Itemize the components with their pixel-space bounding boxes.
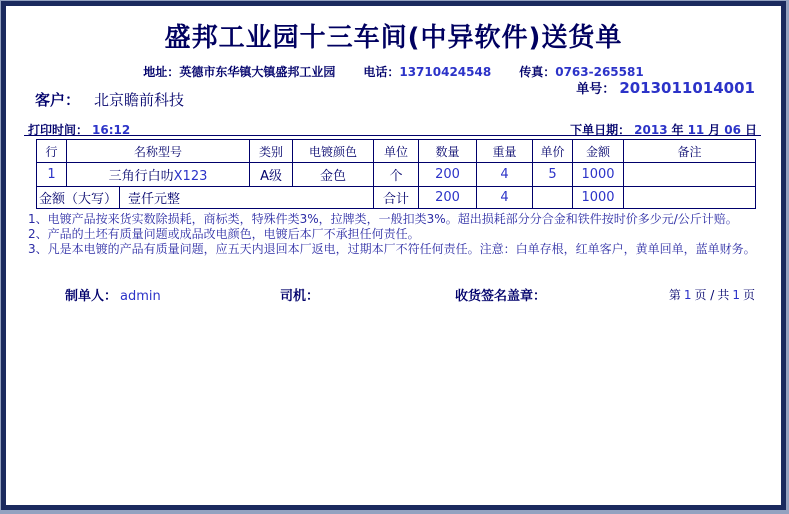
address-value: 英德市东华镇大镇盛邦工业园 xyxy=(179,65,336,79)
cell-amount-words: 壹仟元整 xyxy=(120,187,374,209)
cell-amount-words-label: 金额（大写） xyxy=(37,187,120,209)
phone-value: 13710424548 xyxy=(399,65,492,79)
cell-plating-color: 金色 xyxy=(293,163,374,187)
note-line-2: 2、产品的土坯有质量问题或成品改电颜色，电镀后本厂不承担任何责任。 xyxy=(28,226,420,241)
cell-line-no: 1 xyxy=(37,163,67,187)
cell-unit: 个 xyxy=(374,163,419,187)
cell-remark xyxy=(624,163,756,187)
maker-field xyxy=(65,285,161,304)
order-number xyxy=(576,78,755,97)
cell-category: A级 xyxy=(250,163,293,187)
cell-total-label: 合计 xyxy=(374,187,419,209)
page-number: 1 xyxy=(683,288,692,302)
order-date-year-unit: 年 xyxy=(671,123,684,137)
cell-total-price xyxy=(533,187,573,209)
print-time-label: 打印时间： xyxy=(28,123,89,137)
col-header-plating-color: 电镀颜色 xyxy=(293,140,374,163)
cell-name xyxy=(67,163,250,187)
total-pages: 1 xyxy=(732,288,740,302)
cell-amount: 1000 xyxy=(573,163,624,187)
sign-label: 收货签名盖章： xyxy=(455,289,547,304)
order-number-value: 2013011014001 xyxy=(619,79,755,97)
col-header-category: 类别 xyxy=(250,140,293,163)
order-date-day-unit: 日 xyxy=(744,123,757,137)
page-word-1: 第 xyxy=(668,288,681,302)
col-header-remark: 备注 xyxy=(624,140,756,163)
cell-total-weight: 4 xyxy=(477,187,533,209)
table-summary-row xyxy=(37,187,756,209)
order-number-label: 单号： xyxy=(576,82,616,97)
footer-row xyxy=(6,285,781,305)
delivery-note-document xyxy=(1,1,786,510)
col-header-price: 单价 xyxy=(533,140,573,163)
cell-qty: 200 xyxy=(419,163,477,187)
header-divider xyxy=(24,135,761,136)
cell-total-remark xyxy=(624,187,756,209)
cell-name-code: X123 xyxy=(173,169,208,184)
order-date-month: 11 xyxy=(687,123,705,137)
order-date-label: 下单日期： xyxy=(570,123,631,137)
fax-value: 0763-265581 xyxy=(555,65,644,79)
order-date-year: 2013 xyxy=(634,123,668,137)
page-word-4: 页 xyxy=(742,288,755,302)
note-line-3: 3、凡是本电镀的产品有质量问题，应五天内退回本厂返电，过期本厂不符任何责任。注意：白单存根，红单客户，黄单回单，蓝单财务。 xyxy=(28,241,756,256)
col-header-name: 名称型号 xyxy=(67,140,250,163)
driver-label: 司机： xyxy=(280,289,320,304)
note-line-1: 1、电镀产品按来货实数除损耗，商标类，特殊件类3%，拉牌类，一般扣类3%。超出损耗部分分合金和铁件按时价多少元/公斤计赔。 xyxy=(28,212,738,226)
page-indicator xyxy=(669,286,755,303)
maker-value: admin xyxy=(120,289,161,304)
page-word-3: 共 xyxy=(717,288,730,302)
cell-name-cjk: 三角行白叻 xyxy=(108,169,174,184)
order-date-month-unit: 月 xyxy=(708,123,721,137)
page-word-2: 页 / xyxy=(694,288,715,302)
customer-label: 客户： xyxy=(35,91,81,109)
cell-weight: 4 xyxy=(477,163,533,187)
col-header-line: 行 xyxy=(37,140,67,163)
cell-price: 5 xyxy=(533,163,573,187)
table-header-row xyxy=(37,140,756,163)
items-table xyxy=(36,139,756,209)
page-title: 盛邦工业园十三车间(中异软件)送货单 xyxy=(164,23,623,53)
maker-label: 制单人： xyxy=(65,289,118,304)
cell-total-qty: 200 xyxy=(419,187,477,209)
address-label: 地址： xyxy=(143,65,180,79)
customer-name: 北京瞻前科技 xyxy=(94,91,185,109)
phone-group xyxy=(363,63,491,80)
col-header-unit: 单位 xyxy=(374,140,419,163)
customer-row xyxy=(35,89,184,110)
table-row xyxy=(37,163,756,187)
print-time-value: 16:12 xyxy=(92,123,131,137)
col-header-weight: 重量 xyxy=(477,140,533,163)
order-date-day: 06 xyxy=(724,123,741,137)
terms-notes xyxy=(28,212,768,256)
phone-label: 电话： xyxy=(363,65,400,79)
col-header-amount: 金额 xyxy=(573,140,624,163)
address-group xyxy=(143,63,335,80)
col-header-qty: 数量 xyxy=(419,140,477,163)
cell-total-amount: 1000 xyxy=(573,187,624,209)
fax-label: 传真： xyxy=(519,65,556,79)
